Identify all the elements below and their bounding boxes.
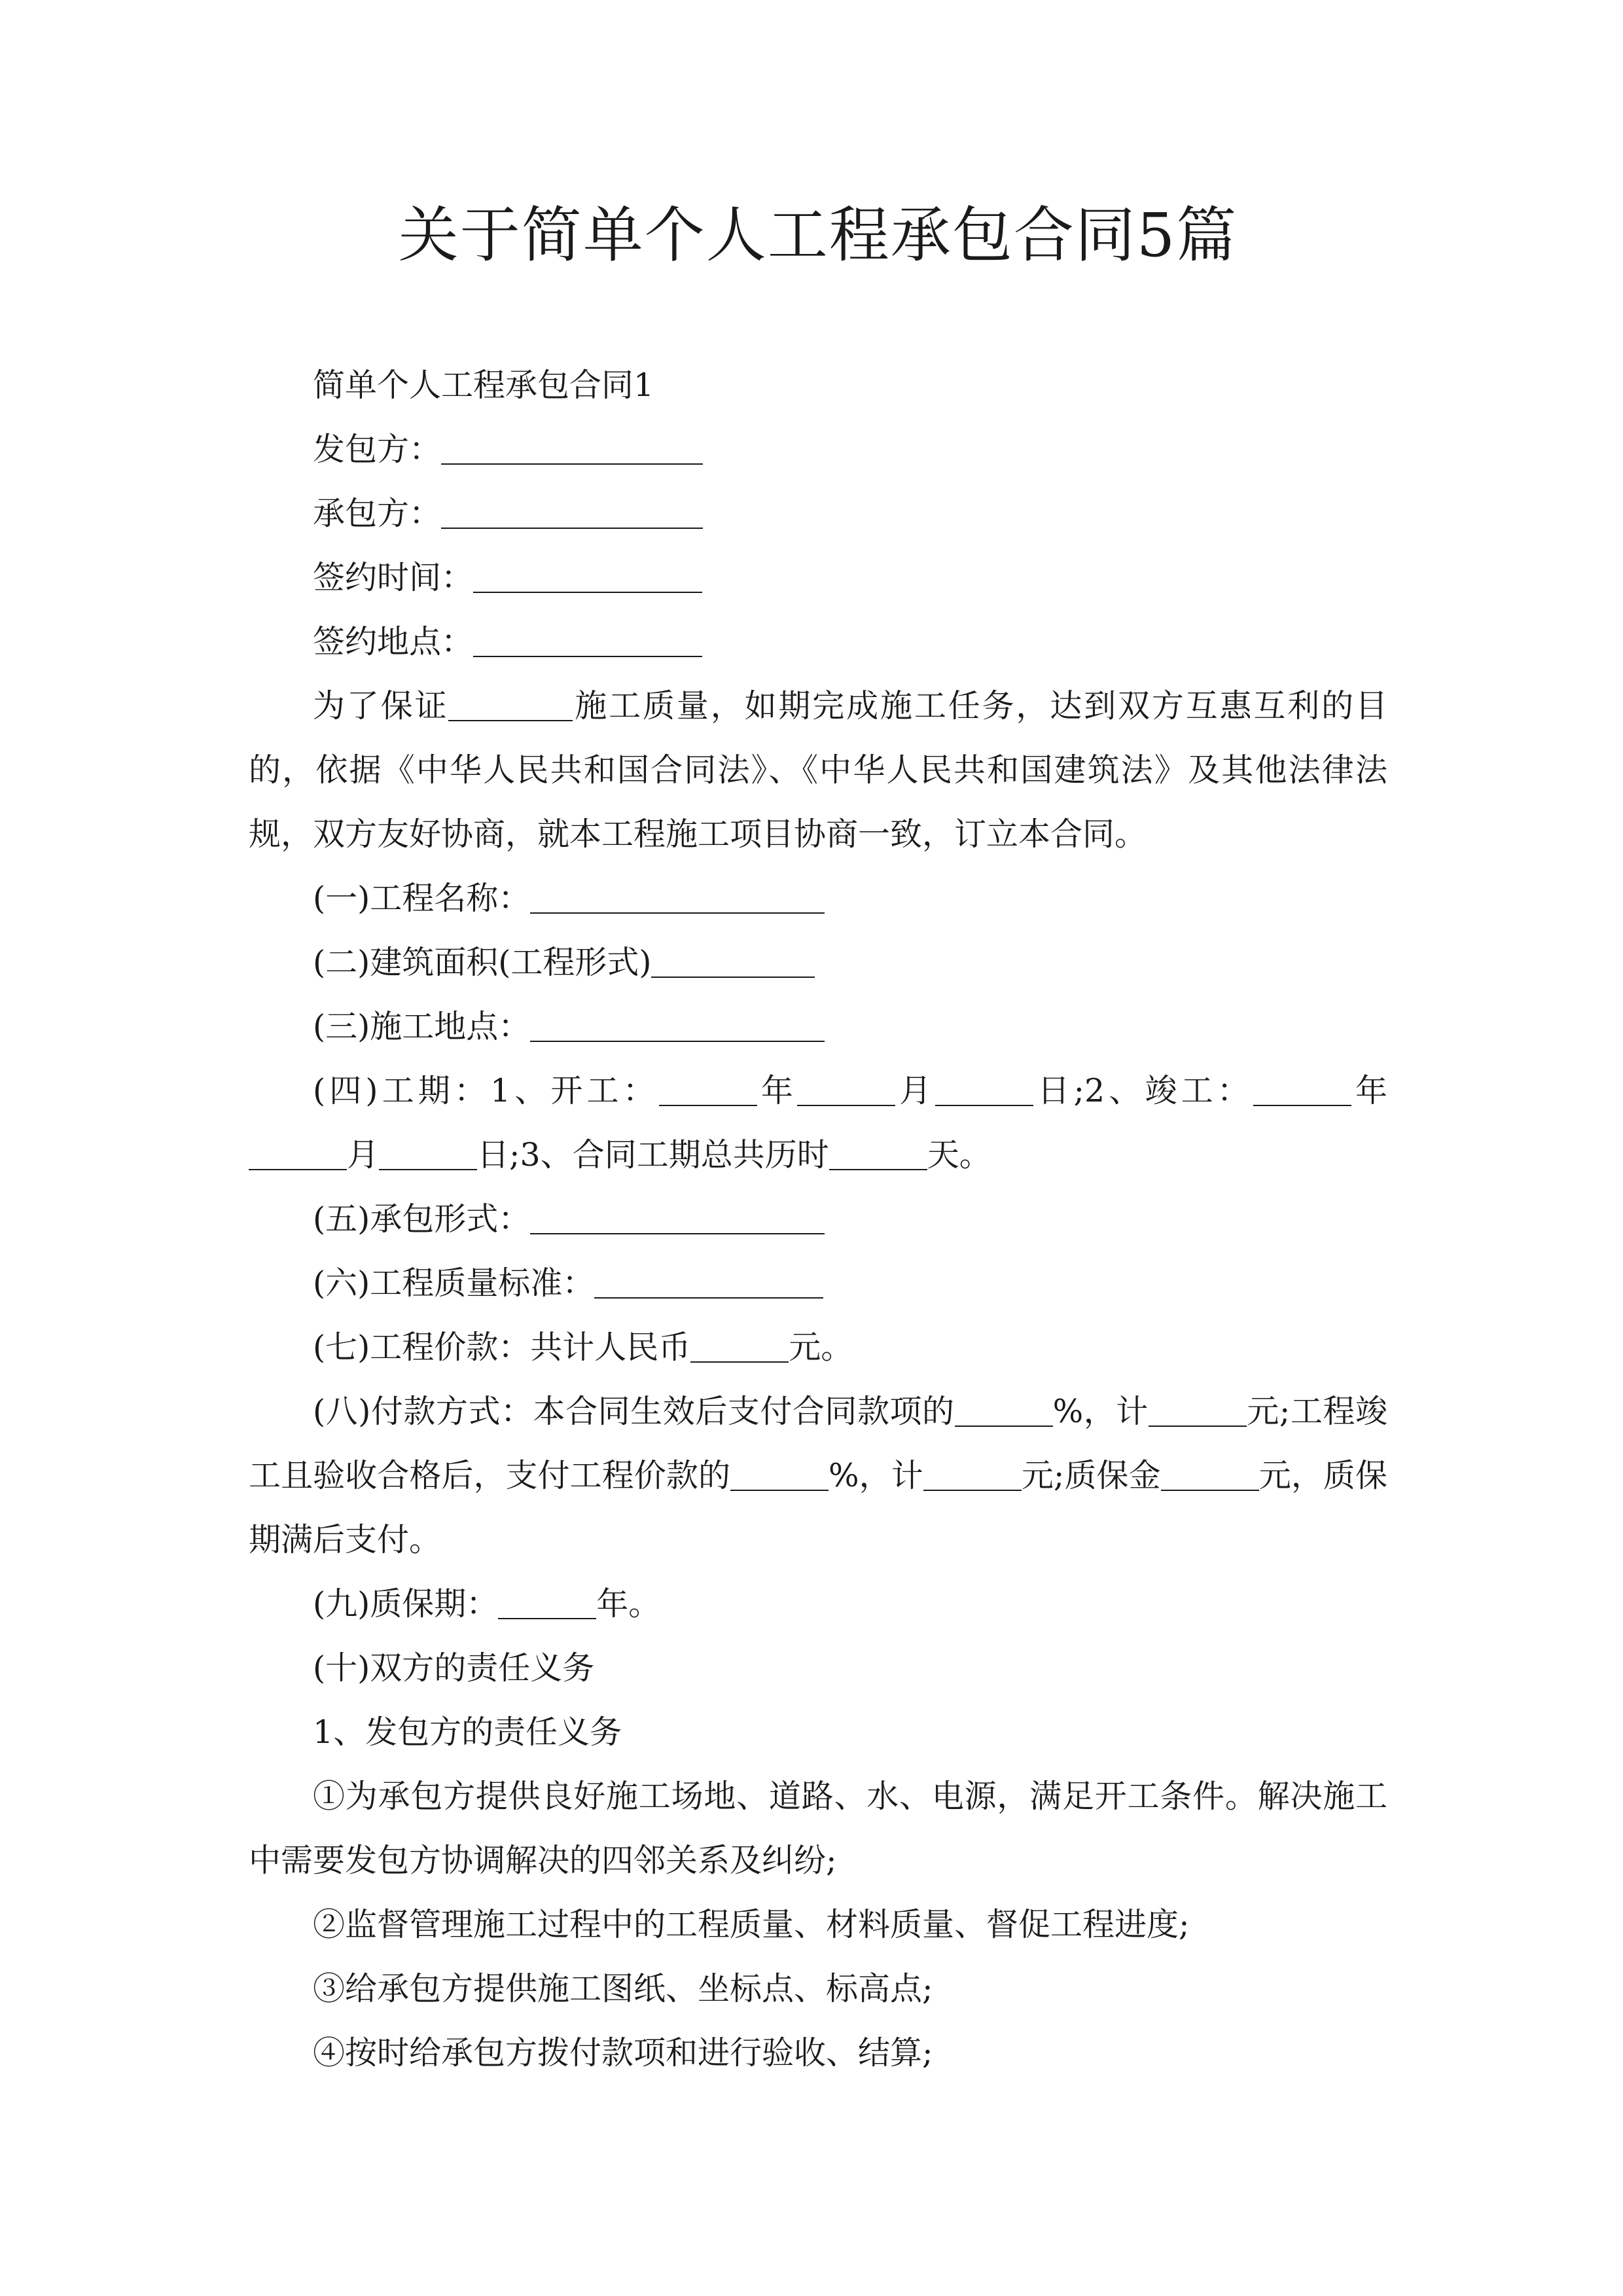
fill-in-blank-line xyxy=(690,1329,789,1363)
paragraph-text: 元;工程竣工且验收合格后，支付工程价款的 xyxy=(249,1393,1387,1494)
fill-in-blank-line xyxy=(530,880,825,914)
fill-in-blank-line xyxy=(797,1073,895,1106)
fill-in-blank-line xyxy=(1149,1393,1247,1427)
paragraph-text: (四)工期：1、开工： xyxy=(313,1072,659,1109)
paragraph xyxy=(249,1572,1387,1636)
paragraph-text: (十)双方的责任义务 xyxy=(313,1649,595,1687)
paragraph-text: ④按时给承包方拨付款项和进行验收、结算; xyxy=(313,2034,933,2072)
fill-in-blank-line xyxy=(498,1586,596,1619)
fill-in-blank-line xyxy=(441,495,703,529)
paragraph xyxy=(249,1700,1387,1765)
fill-in-blank-line xyxy=(594,1265,823,1299)
paragraph xyxy=(249,1765,1387,1893)
paragraph-text: 简单个人工程承包合同1 xyxy=(313,367,654,404)
paragraph xyxy=(249,353,1387,418)
fill-in-blank-line xyxy=(530,1009,825,1042)
paragraph-text: 承包方： xyxy=(313,495,442,532)
fill-in-blank-line xyxy=(923,1458,1022,1491)
paragraph-text: 月 xyxy=(895,1072,936,1109)
paragraph xyxy=(249,674,1387,867)
paragraph xyxy=(249,867,1387,931)
paragraph xyxy=(249,546,1387,610)
fill-in-blank-line xyxy=(473,624,702,657)
fill-in-blank-line xyxy=(1253,1073,1351,1106)
paragraph xyxy=(249,1187,1387,1251)
document-title: 关于简单个人工程承包合同5篇 xyxy=(398,200,1238,270)
paragraph-text: (七)工程价款：共计人民币 xyxy=(313,1329,691,1366)
paragraph xyxy=(249,610,1387,674)
paragraph-text: (二)建筑面积(工程形式) xyxy=(313,944,652,981)
paragraph-text: 年。 xyxy=(596,1585,661,1623)
fill-in-blank-line xyxy=(1161,1458,1259,1491)
paragraph-text: (一)工程名称： xyxy=(313,880,531,917)
paragraph-text: 施工质量，如期完成施工任务，达到双方互惠互利的目的，依据《中华人民共和国合同法》、《中华人民共和国建筑法》及其他法律法规，双方友好协商，就本工程施工项目协商一致，订立本合同。 xyxy=(249,687,1387,853)
paragraph-text: 日;2、竣工： xyxy=(1033,1072,1253,1109)
paragraph-text: ①为承包方提供良好施工场地、道路、水、电源，满足开工条件。解决施工中需要发包方协调解决的四邻关系及纠纷; xyxy=(249,1778,1387,1879)
paragraph-text: 为了保证 xyxy=(313,687,449,725)
paragraph-text: 年 xyxy=(757,1072,798,1109)
fill-in-blank-line xyxy=(441,431,703,465)
fill-in-blank-line xyxy=(379,1137,477,1170)
fill-in-blank-line xyxy=(659,1073,757,1106)
fill-in-blank-line xyxy=(651,944,815,978)
paragraph xyxy=(249,1059,1387,1187)
paragraph xyxy=(249,1380,1387,1572)
paragraph-text: (五)承包形式： xyxy=(313,1200,531,1238)
paragraph xyxy=(249,1957,1387,2021)
fill-in-blank-line xyxy=(829,1137,927,1170)
paragraph-text: 1、发包方的责任义务 xyxy=(313,1713,622,1751)
paragraph-text: 元。 xyxy=(789,1329,853,1366)
paragraph-text: 天。 xyxy=(927,1136,991,1174)
fill-in-blank-line xyxy=(730,1458,829,1491)
paragraph-text: (九)质保期： xyxy=(313,1585,499,1623)
fill-in-blank-line xyxy=(448,688,573,721)
paragraph-text: 月 xyxy=(347,1136,380,1174)
paragraph-text: ②监督管理施工过程中的工程质量、材料质量、督促工程进度; xyxy=(313,1906,1190,1943)
paragraph xyxy=(249,1636,1387,1700)
paragraph-text: (六)工程质量标准： xyxy=(313,1265,595,1302)
paragraph-text: %，计 xyxy=(829,1457,923,1494)
paragraph xyxy=(249,1251,1387,1316)
paragraph-text: 日;3、合同工期总共历时 xyxy=(477,1136,829,1174)
fill-in-blank-line xyxy=(473,560,702,593)
paragraph-text: (八)付款方式：本合同生效后支付合同款项的 xyxy=(313,1393,955,1430)
paragraph-text: 发包方： xyxy=(313,431,442,468)
paragraph-text: 年 xyxy=(1351,1072,1387,1109)
paragraph-text: (三)施工地点： xyxy=(313,1008,531,1045)
paragraph-text: 元，质保期满后支付。 xyxy=(249,1457,1387,1558)
fill-in-blank-line xyxy=(955,1393,1053,1427)
paragraph-text: 签约地点： xyxy=(313,623,474,660)
fill-in-blank-line xyxy=(935,1073,1033,1106)
document-body xyxy=(249,353,1387,2085)
paragraph-text: %，计 xyxy=(1052,1393,1149,1430)
fill-in-blank-line xyxy=(530,1201,825,1234)
paragraph xyxy=(249,995,1387,1059)
paragraph xyxy=(249,482,1387,546)
paragraph xyxy=(249,931,1387,995)
paragraph-text: ③给承包方提供施工图纸、坐标点、标高点; xyxy=(313,1970,933,2007)
paragraph-text: 签约时间： xyxy=(313,559,474,596)
paragraph-text: 元;质保金 xyxy=(1021,1457,1161,1494)
paragraph xyxy=(249,1316,1387,1380)
paragraph xyxy=(249,418,1387,482)
fill-in-blank-line xyxy=(249,1137,347,1170)
paragraph xyxy=(249,2021,1387,2085)
paragraph xyxy=(249,1893,1387,1957)
